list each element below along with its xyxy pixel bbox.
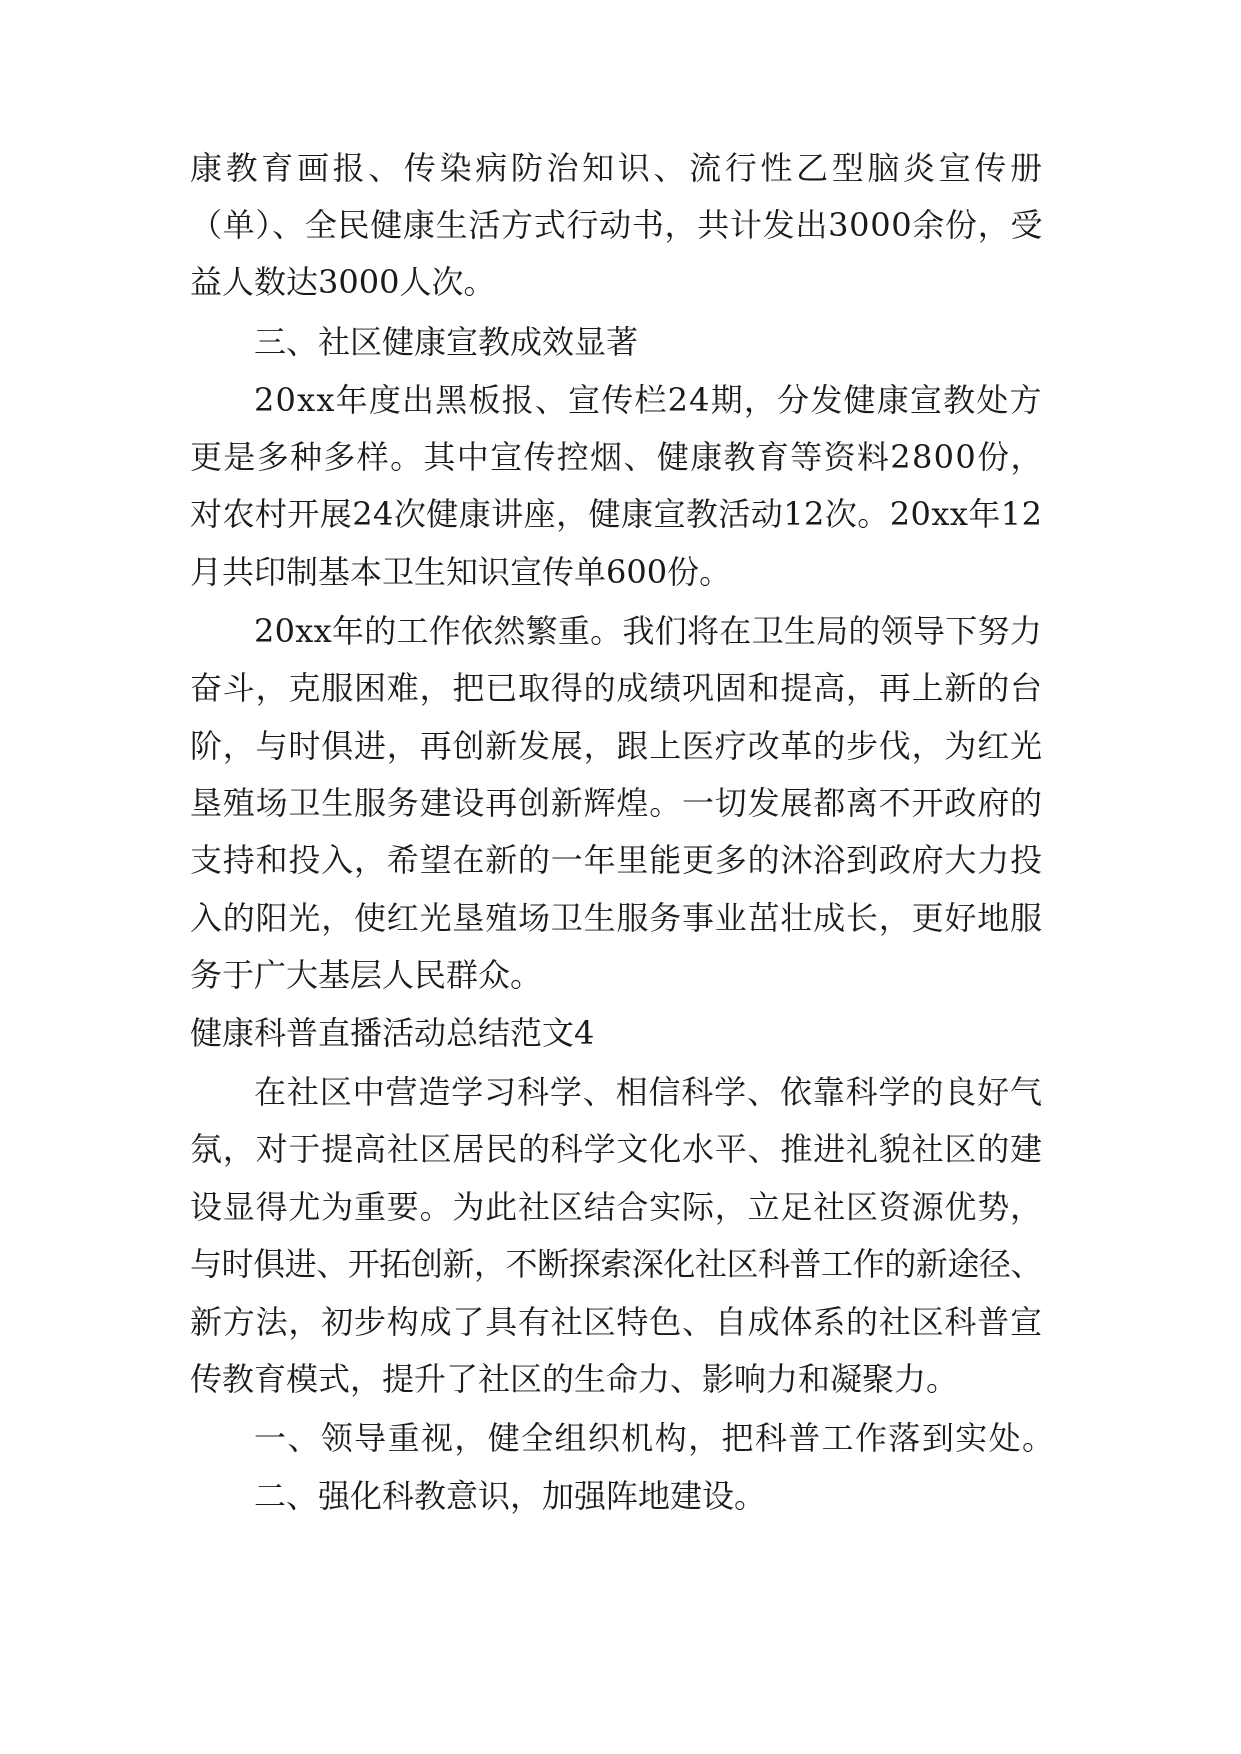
paragraph-line: 益人数达3000人次。 (190, 263, 496, 301)
list-item: 一、领导重视，健全组织机构，把科普工作落到实处。 (254, 1419, 1056, 1457)
paragraph-line: 对农村开展24次健康讲座，健康宣教活动12次。20xx年12 (190, 495, 1043, 533)
paragraph-line: 支持和投入，希望在新的一年里能更多的沐浴到政府大力投 (190, 841, 1043, 879)
paragraph-line: 氛，对于提高社区居民的科学文化水平、推进礼貌社区的建 (190, 1130, 1043, 1168)
paragraph-line: 20xx年度出黑板报、宣传栏24期，分发健康宣教处方 (254, 381, 1043, 419)
paragraph-line: 与时俱进、开拓创新，不断探索深化社区科普工作的新途径、 (190, 1245, 1043, 1283)
section-heading: 三、社区健康宣教成效显著 (254, 323, 639, 361)
paragraph-line: 设显得尤为重要。为此社区结合实际，立足社区资源优势， (190, 1188, 1043, 1226)
paragraph-line: 阶，与时俱进，再创新发展，跟上医疗改革的步伐，为红光 (190, 727, 1043, 765)
paragraph-line: 更是多种多样。其中宣传控烟、健康教育等资料2800份， (190, 438, 1044, 476)
list-item: 二、强化科教意识，加强阵地建设。 (254, 1477, 767, 1515)
paragraph-line: 传教育模式，提升了社区的生命力、影响力和凝聚力。 (190, 1360, 959, 1398)
article-title: 健康科普直播活动总结范文4 (190, 1014, 595, 1052)
paragraph-line: 20xx年的工作依然繁重。我们将在卫生局的领导下努力 (254, 612, 1043, 650)
paragraph-line: 入的阳光，使红光垦殖场卫生服务事业茁壮成长，更好地服 (190, 899, 1043, 937)
paragraph-line: 新方法，初步构成了具有社区特色、自成体系的社区科普宣 (190, 1303, 1043, 1341)
paragraph-line: 月共印制基本卫生知识宣传单600份。 (190, 553, 732, 591)
paragraph-line: 康教育画报、传染病防治知识、流行性乙型脑炎宣传册 (190, 149, 1046, 187)
paragraph-line: （单）、全民健康生活方式行动书，共计发出3000余份，受 (190, 206, 1044, 244)
paragraph-line: 务于广大基层人民群众。 (190, 956, 543, 994)
paragraph-line: 在社区中营造学习科学、相信科学、依靠科学的良好气 (254, 1073, 1043, 1111)
paragraph-line: 垦殖场卫生服务建设再创新辉煌。一切发展都离不开政府的 (190, 784, 1043, 822)
paragraph-line: 奋斗，克服困难，把已取得的成绩巩固和提高，再上新的台 (190, 669, 1043, 707)
